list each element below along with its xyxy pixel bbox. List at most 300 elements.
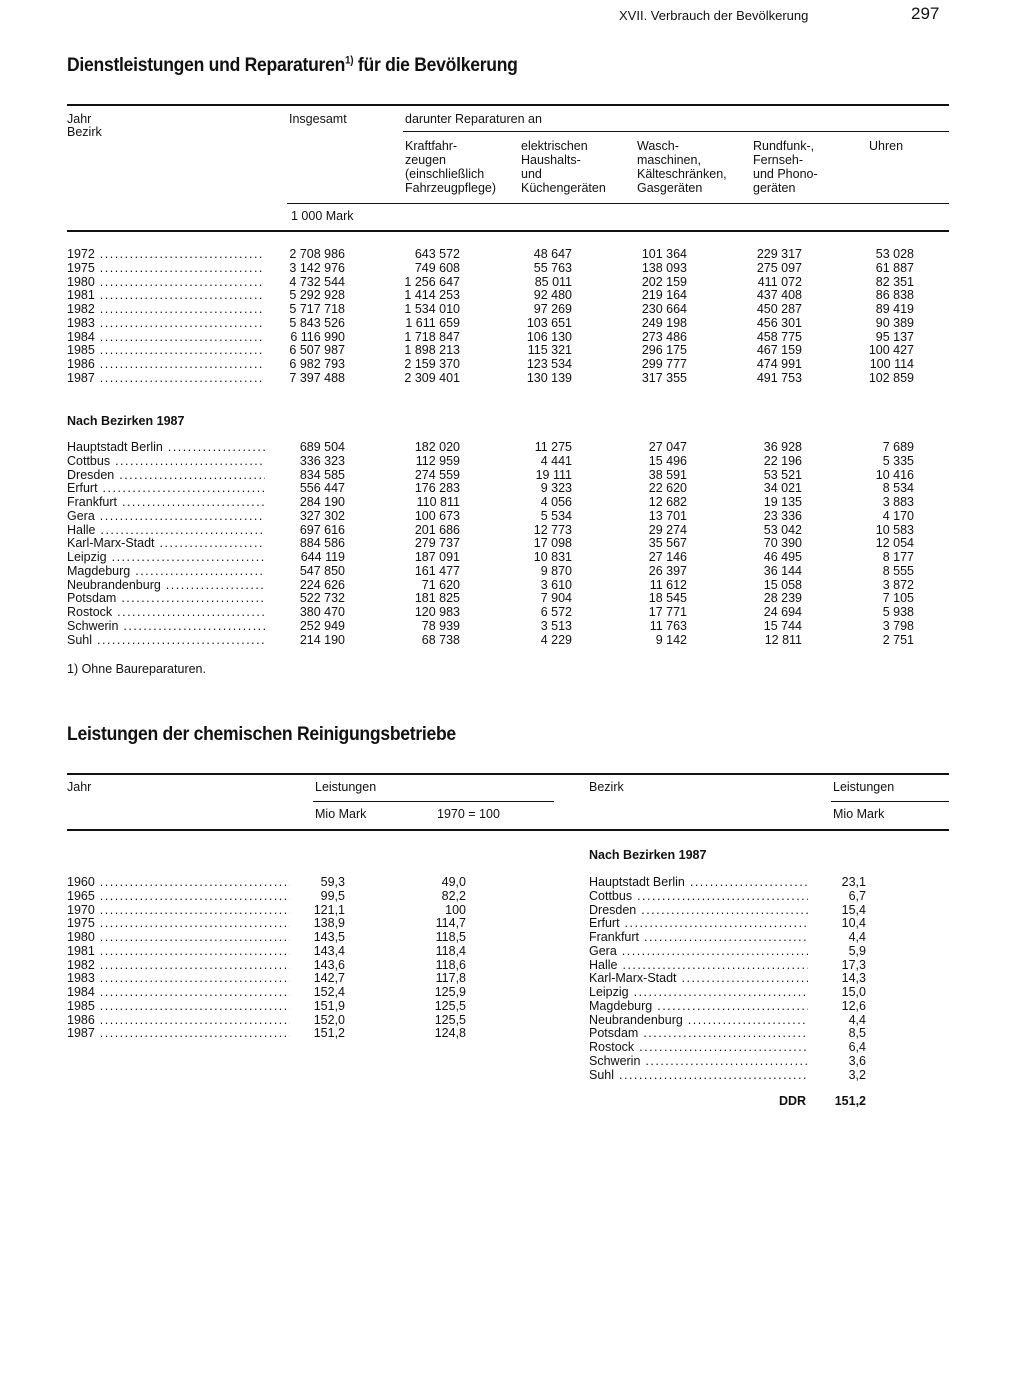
- row-label: 1984 .....: [67, 331, 265, 345]
- row-label: Karl-Marx-Stadt .....: [67, 537, 265, 551]
- cell-value: 12 811: [764, 632, 802, 647]
- cell-value: 456 301: [756, 315, 802, 330]
- cell-value: 474 991: [756, 357, 802, 371]
- row-label: 1960 .....: [67, 876, 290, 890]
- cell-value: 100 427: [868, 343, 914, 358]
- table-row: [67, 524, 949, 538]
- table-row: [67, 482, 949, 496]
- cell-value: 249 198: [641, 315, 687, 330]
- table-row: [67, 317, 949, 331]
- row-label: Halle .....: [589, 959, 808, 973]
- cell-value: 181 825: [414, 591, 460, 606]
- cell-value: 224 626: [299, 577, 345, 592]
- table-row: [589, 1014, 869, 1028]
- table-row: [589, 876, 869, 890]
- cell-value: 12 054: [875, 536, 914, 551]
- row-label: Potsdam .....: [67, 592, 265, 606]
- table2-head-leistungen: Leistungen: [315, 780, 377, 794]
- row-label: 1981 .....: [67, 289, 265, 303]
- table-row: [67, 634, 949, 648]
- cell-value: 5 292 928: [289, 288, 345, 303]
- cell-value: 90 389: [875, 315, 914, 330]
- row-label: Potsdam .....: [589, 1027, 808, 1041]
- cell-value: 5 717 718: [289, 302, 345, 316]
- row-label: 1980 .....: [67, 276, 265, 290]
- cell-value: 9 142: [655, 632, 687, 647]
- row-label: 1970 .....: [67, 904, 290, 918]
- cell-value: 697 616: [299, 522, 345, 537]
- cell-value: 8 534: [882, 481, 914, 496]
- cell-value: 6 507 987: [289, 343, 345, 358]
- cell-value: 23,1: [841, 875, 866, 889]
- cell-value: 274 559: [414, 467, 460, 482]
- cell-value: 10,4: [841, 916, 866, 931]
- table-row: [589, 945, 869, 959]
- row-label: Magdeburg .....: [67, 565, 265, 579]
- cell-mio-mark: 151,2: [313, 1026, 345, 1041]
- cell-value: 219 164: [641, 288, 687, 303]
- cell-value: 644 119: [300, 550, 345, 564]
- table2-section-bezirke: Nach Bezirken 1987: [589, 848, 707, 862]
- cell-mio-mark: 138,9: [313, 916, 345, 931]
- cell-value: 110 811: [416, 495, 460, 509]
- cell-value: 1 414 253: [404, 288, 460, 303]
- table-row: [589, 931, 869, 945]
- cell-value: 7 397 488: [289, 370, 345, 385]
- chapter-heading: XVII. Verbrauch der Bevölkerung: [619, 8, 809, 23]
- cell-value: 11 612: [649, 577, 687, 592]
- cell-value: 100 114: [869, 357, 914, 371]
- cell-value: 35 567: [648, 536, 687, 551]
- row-label: Neubrandenburg .....: [589, 1014, 808, 1028]
- cell-value: 8 177: [882, 550, 914, 564]
- row-label: Halle .....: [67, 524, 265, 538]
- cell-index: 124,8: [434, 1026, 466, 1041]
- row-label: 1980 .....: [67, 931, 290, 945]
- cell-value: 28 239: [763, 591, 802, 606]
- cell-value: 161 477: [414, 563, 460, 578]
- table-row: [67, 972, 487, 986]
- head-line: zeugen: [405, 153, 447, 167]
- cell-value: 176 283: [414, 481, 460, 496]
- cell-value: 1 256 647: [404, 274, 460, 289]
- cell-value: 273 486: [641, 329, 687, 344]
- table-row: [67, 945, 487, 959]
- cell-value: 27 146: [648, 550, 687, 564]
- table-row: [589, 972, 869, 986]
- table1-head-waschmaschinen: [637, 139, 727, 195]
- cell-value: 46 495: [763, 550, 802, 564]
- cell-value: 78 939: [421, 618, 460, 633]
- cell-value: 336 323: [299, 453, 345, 468]
- cell-value: 689 504: [299, 440, 345, 454]
- table1-head-darunter: darunter Reparaturen an: [405, 112, 542, 126]
- table-row: [67, 455, 949, 469]
- cell-value: 187 091: [414, 550, 460, 564]
- row-label: Frankfurt .....: [589, 931, 808, 945]
- table2-subhead-rule: [313, 801, 554, 802]
- head-line: (einschließlich: [405, 167, 485, 181]
- cell-value: 299 777: [641, 357, 687, 371]
- cell-value: 284 190: [299, 495, 345, 509]
- cell-mio-mark: 152,4: [313, 985, 345, 999]
- cell-value: 317 355: [641, 370, 687, 385]
- cell-value: 252 949: [299, 618, 345, 633]
- cell-value: 26 397: [648, 563, 687, 578]
- cell-value: 36 928: [763, 440, 802, 454]
- head-line: und: [521, 167, 542, 181]
- table-row: [67, 551, 949, 565]
- row-label: Suhl .....: [589, 1069, 808, 1083]
- row-label: 1985 .....: [67, 344, 265, 358]
- table-row: [67, 876, 487, 890]
- row-label: Dresden .....: [589, 904, 808, 918]
- table-row: [67, 1014, 487, 1028]
- row-label: Leipzig .....: [589, 986, 808, 1000]
- cell-value: 5,9: [848, 943, 866, 958]
- table-row: [67, 358, 949, 372]
- cell-index: 118,5: [435, 930, 466, 944]
- page-number: 297: [911, 4, 940, 23]
- cell-value: 2 309 401: [404, 370, 460, 385]
- cell-value: 202 159: [641, 274, 687, 289]
- cell-value: 102 859: [868, 370, 914, 385]
- cell-value: 19 135: [763, 495, 802, 509]
- table-row: [67, 248, 949, 262]
- cell-index: 118,4: [435, 943, 466, 958]
- row-label: Schwerin .....: [589, 1055, 808, 1069]
- cell-value: 1 611 659: [405, 315, 460, 330]
- table1-top-rule: [67, 104, 949, 106]
- cell-value: 82 351: [875, 274, 914, 289]
- cell-value: 411 072: [757, 274, 802, 289]
- cell-value: 11 763: [649, 618, 687, 633]
- cell-value: 522 732: [299, 591, 345, 606]
- cell-mio-mark: 143,5: [313, 930, 345, 944]
- cell-value: 214 190: [299, 632, 345, 647]
- cell-value: 70 390: [763, 536, 802, 551]
- cell-index: 125,5: [434, 1012, 466, 1027]
- table-row: [67, 917, 487, 931]
- table-row: [67, 606, 949, 620]
- cell-value: 201 686: [414, 522, 460, 537]
- cell-value: 6 982 793: [289, 357, 345, 371]
- cell-value: 86 838: [875, 288, 914, 303]
- table-row: [67, 510, 949, 524]
- cell-value: 123 534: [526, 357, 572, 371]
- row-label: Schwerin .....: [67, 620, 265, 634]
- row-label: Gera .....: [67, 510, 265, 524]
- row-label: 1983 .....: [67, 317, 265, 331]
- cell-value: 230 664: [641, 302, 687, 316]
- cell-value: 1 898 213: [404, 343, 460, 358]
- table2-head-index: 1970 = 100: [437, 807, 500, 821]
- row-label: 1987 .....: [67, 372, 265, 386]
- cell-value: 29 274: [648, 522, 687, 537]
- cell-value: 138 093: [641, 260, 687, 275]
- cell-value: 275 097: [756, 260, 802, 275]
- cell-value: 18 545: [648, 591, 687, 606]
- cell-value: 5 534: [540, 508, 572, 523]
- cell-value: 15,0: [841, 985, 866, 999]
- table-row: [67, 620, 949, 634]
- table1-head-uhren: Uhren: [869, 139, 904, 153]
- cell-value: 643 572: [414, 247, 460, 261]
- row-label: 1975 .....: [67, 262, 265, 276]
- head-line: Küchengeräten: [521, 181, 606, 195]
- cell-value: 23 336: [763, 508, 802, 523]
- cell-value: 491 753: [756, 370, 802, 385]
- table-row: [67, 496, 949, 510]
- row-label: Dresden .....: [67, 469, 265, 483]
- row-label: Hauptstadt Berlin .....: [67, 441, 265, 455]
- cell-index: 118,6: [435, 957, 466, 972]
- cell-value: 89 419: [875, 302, 914, 316]
- cell-value: 15 496: [648, 453, 687, 468]
- head-line: geräten: [753, 181, 796, 195]
- cell-value: 9 870: [540, 563, 572, 578]
- table-row: [67, 289, 949, 303]
- cell-value: 17 098: [533, 536, 572, 551]
- table-row: [67, 303, 949, 317]
- row-label: 1982 .....: [67, 959, 290, 973]
- cell-value: 327 302: [299, 508, 345, 523]
- cell-value: 15 058: [763, 577, 802, 592]
- table1-unit-rule: [287, 203, 949, 204]
- table1-title-footnote-mark: 1): [345, 54, 354, 67]
- cell-value: 3 872: [882, 577, 914, 592]
- cell-value: 3 513: [540, 618, 572, 633]
- cell-mio-mark: 152,0: [313, 1012, 345, 1027]
- row-label: Magdeburg .....: [589, 1000, 808, 1014]
- cell-value: 68 738: [421, 632, 460, 647]
- cell-value: 53 028: [875, 247, 914, 261]
- cell-value: 229 317: [756, 247, 802, 261]
- cell-value: 4,4: [848, 930, 866, 944]
- row-label: Cottbus .....: [67, 455, 265, 469]
- cell-value: 106 130: [526, 329, 572, 344]
- cell-index: 82,2: [441, 888, 466, 903]
- cell-value: 4 441: [540, 453, 572, 468]
- cell-value: 10 583: [875, 522, 914, 537]
- table-row: [67, 592, 949, 606]
- cell-mio-mark: 59,3: [320, 875, 345, 889]
- cell-value: 115 321: [527, 343, 572, 358]
- cell-value: 15 744: [763, 618, 802, 633]
- table-row: [67, 262, 949, 276]
- cell-value: 95 137: [875, 329, 914, 344]
- table1-head-bezirk: Bezirk: [67, 125, 102, 139]
- row-label: 1986 .....: [67, 358, 265, 372]
- cell-value: 3,2: [848, 1067, 866, 1082]
- row-label: 1985 .....: [67, 1000, 290, 1014]
- table1-head-jahr: Jahr: [67, 112, 92, 126]
- table-row: [67, 579, 949, 593]
- row-label: 1965 .....: [67, 890, 290, 904]
- head-line: maschinen,: [637, 153, 701, 167]
- cell-value: 5 335: [882, 453, 914, 468]
- cell-value: 6,7: [848, 888, 866, 903]
- cell-value: 17 771: [648, 605, 687, 619]
- cell-value: 4 056: [540, 495, 572, 509]
- row-label: Cottbus .....: [589, 890, 808, 904]
- row-label: Rostock .....: [67, 606, 265, 620]
- cell-value: 6 572: [540, 605, 572, 619]
- cell-value: 3 883: [882, 495, 914, 509]
- cell-value: 4 732 544: [289, 274, 345, 289]
- cell-value: 884 586: [299, 536, 345, 551]
- cell-value: 71 620: [421, 577, 460, 592]
- cell-value: 100 673: [414, 508, 460, 523]
- cell-value: 3,6: [848, 1053, 866, 1068]
- cell-value: 547 850: [299, 563, 345, 578]
- table-row: [589, 1055, 869, 1069]
- cell-value: 38 591: [648, 467, 687, 482]
- table-row: [67, 904, 487, 918]
- table2-ddr-label: DDR: [779, 1094, 807, 1108]
- cell-value: 10 831: [533, 550, 572, 564]
- table1-unit: 1 000 Mark: [291, 209, 354, 223]
- cell-value: 53 521: [763, 467, 802, 482]
- cell-value: 36 144: [763, 563, 802, 578]
- table-row: [589, 1000, 869, 1014]
- table-row: [67, 1027, 487, 1041]
- cell-value: 182 020: [414, 440, 460, 454]
- table2-subhead-rule-right: [831, 801, 949, 802]
- table-row: [67, 890, 487, 904]
- cell-value: 2 708 986: [289, 247, 345, 261]
- row-label: Gera .....: [589, 945, 808, 959]
- table-row: [67, 959, 487, 973]
- cell-value: 22 196: [763, 453, 802, 468]
- row-label: 1986 .....: [67, 1014, 290, 1028]
- cell-value: 6 116 990: [290, 329, 345, 344]
- cell-value: 19 111: [535, 467, 572, 482]
- cell-value: 120 983: [414, 605, 460, 619]
- table2-head-jahr: Jahr: [67, 780, 92, 794]
- head-line: Wasch-: [637, 139, 679, 153]
- table-row: [67, 565, 949, 579]
- cell-index: 114,7: [435, 916, 466, 931]
- cell-index: 125,9: [434, 985, 466, 999]
- cell-index: 100: [445, 902, 466, 917]
- row-label: 1981 .....: [67, 945, 290, 959]
- cell-value: 380 470: [299, 605, 345, 619]
- row-label: 1975 .....: [67, 917, 290, 931]
- cell-value: 296 175: [641, 343, 687, 358]
- cell-index: 125,5: [434, 998, 466, 1013]
- cell-value: 12,6: [841, 998, 866, 1013]
- head-line: Fahrzeugpflege): [405, 181, 497, 195]
- head-line: Gasgeräten: [637, 181, 703, 195]
- cell-mio-mark: 143,4: [313, 943, 345, 958]
- cell-value: 34 021: [763, 481, 802, 496]
- cell-value: 53 042: [763, 522, 802, 537]
- row-label: Rostock .....: [589, 1041, 808, 1055]
- cell-value: 85 011: [534, 274, 572, 289]
- table-row: [67, 1000, 487, 1014]
- table-row: [589, 890, 869, 904]
- cell-value: 27 047: [648, 440, 687, 454]
- table-row: [67, 931, 487, 945]
- head-line: Kraftfahr-: [405, 139, 458, 153]
- table1-head-rundfunk: [753, 139, 818, 195]
- table2-top-rule: [67, 773, 949, 775]
- cell-value: 1 534 010: [404, 302, 460, 316]
- cell-value: 3 142 976: [289, 260, 345, 275]
- cell-value: 92 480: [533, 288, 572, 303]
- row-label: 1983 .....: [67, 972, 290, 986]
- cell-mio-mark: 142,7: [313, 971, 345, 986]
- table-row: [589, 917, 869, 931]
- head-line: Kälteschränken,: [637, 167, 727, 181]
- row-label: Suhl .....: [67, 634, 265, 648]
- row-label: Erfurt .....: [589, 917, 808, 931]
- table2-head-bezirk: Bezirk: [589, 780, 624, 794]
- cell-value: 4,4: [848, 1012, 866, 1027]
- row-label: Hauptstadt Berlin .....: [589, 876, 808, 890]
- row-label: Frankfurt .....: [67, 496, 265, 510]
- cell-value: 9 323: [540, 481, 572, 496]
- cell-value: 279 737: [414, 536, 460, 551]
- cell-value: 14,3: [841, 971, 866, 986]
- cell-value: 834 585: [299, 467, 345, 482]
- table-row: [589, 1069, 869, 1083]
- head-line: und Phono-: [753, 167, 818, 181]
- table1-head-elektrischen: [521, 139, 606, 195]
- cell-value: 467 159: [756, 343, 802, 358]
- table2-title: Leistungen der chemischen Reinigungsbetriebe: [67, 723, 456, 745]
- table1-footnote: 1) Ohne Baureparaturen.: [67, 662, 206, 676]
- cell-value: 101 364: [641, 247, 687, 261]
- cell-value: 450 287: [756, 302, 802, 316]
- table2-head-mio-mark-right: Mio Mark: [833, 807, 885, 821]
- table-row: [67, 331, 949, 345]
- table1-head-kraftfahrzeugen: [405, 139, 496, 195]
- table1-title: [67, 54, 518, 77]
- cell-value: 556 447: [299, 481, 345, 496]
- cell-value: 15,4: [841, 902, 866, 917]
- cell-value: 4 170: [882, 508, 914, 523]
- cell-value: 5 843 526: [289, 315, 345, 330]
- cell-value: 97 269: [533, 302, 572, 316]
- cell-value: 7 904: [540, 591, 572, 606]
- cell-value: 130 139: [526, 370, 572, 385]
- cell-value: 61 887: [875, 260, 914, 275]
- cell-value: 24 694: [763, 605, 802, 619]
- row-label: 1982 .....: [67, 303, 265, 317]
- cell-index: 49,0: [441, 875, 466, 889]
- cell-value: 12 682: [648, 495, 687, 509]
- table2-ddr-value: 151,2: [834, 1094, 866, 1108]
- cell-value: 437 408: [756, 288, 802, 303]
- cell-value: 458 775: [756, 329, 802, 344]
- table1-subhead-rule: [403, 131, 949, 132]
- table-row: [67, 469, 949, 483]
- cell-value: 2 159 370: [404, 357, 460, 371]
- cell-value: 749 608: [414, 260, 460, 275]
- row-label: 1987 .....: [67, 1027, 290, 1041]
- cell-value: 6,4: [848, 1040, 866, 1054]
- row-label: Leipzig .....: [67, 551, 265, 565]
- table-row: [67, 344, 949, 358]
- table2-head-leistungen-right: Leistungen: [833, 780, 895, 794]
- row-label: Erfurt .....: [67, 482, 265, 496]
- row-label: 1984 .....: [67, 986, 290, 1000]
- cell-value: 3 610: [540, 577, 572, 592]
- cell-value: 10 416: [875, 467, 914, 482]
- cell-value: 48 647: [533, 247, 572, 261]
